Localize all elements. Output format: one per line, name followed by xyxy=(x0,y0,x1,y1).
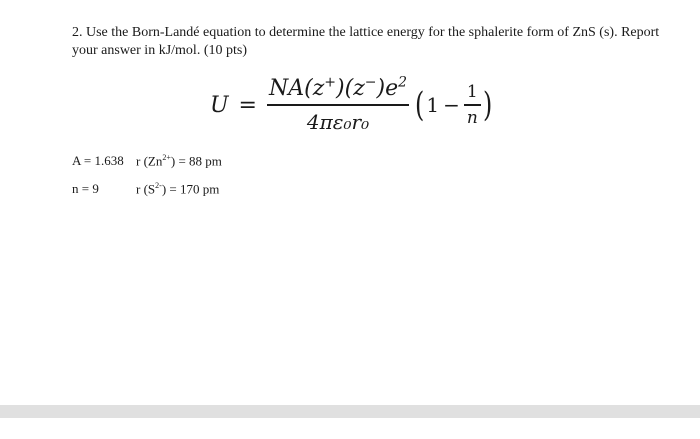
equation-lhs: U xyxy=(210,92,229,118)
zn-radius-value: ) = 88 pm xyxy=(170,153,222,169)
zn-charge: 2+ xyxy=(162,153,171,162)
numerator-prefix: NA(z xyxy=(268,76,325,102)
s-charge: 2- xyxy=(155,181,162,190)
zn-radius-prefix: r (Zn xyxy=(136,153,163,169)
madelung-correction-term xyxy=(413,82,494,128)
fraction-numerator xyxy=(267,76,409,104)
term-one: 1 xyxy=(426,93,440,117)
born-exponent: n = 9 xyxy=(72,181,99,197)
fraction-denominator: 4πε₀r₀ xyxy=(306,109,370,134)
s-radius-value: ) = 170 pm xyxy=(161,181,220,197)
question-text: 2. Use the Born-Landé equation to determine the lattice energy for the sphalerite form of ZnS (s). Report your answer in kJ/mol. (10 pts) xyxy=(72,25,660,58)
numerator-mid: )(z xyxy=(336,76,365,102)
values-row-1 xyxy=(72,153,222,169)
numerator-zminus: − xyxy=(364,74,377,91)
values-row-2 xyxy=(72,181,219,197)
paren-close: ) xyxy=(482,85,493,125)
one-over-n-fraction xyxy=(464,82,481,128)
equation-equals: = xyxy=(238,92,257,118)
bottom-divider-bar xyxy=(0,405,700,418)
s-radius xyxy=(136,181,219,197)
numerator-end: )e xyxy=(376,76,399,102)
zn-radius xyxy=(136,153,222,169)
main-fraction xyxy=(267,76,409,134)
term-minus: − xyxy=(443,93,460,117)
born-lande-equation xyxy=(210,72,494,138)
s-radius-prefix: r (S xyxy=(136,181,156,197)
small-numerator: 1 xyxy=(466,82,478,103)
madelung-constant: A = 1.638 xyxy=(72,153,124,169)
numerator-exponent: 2 xyxy=(398,74,408,91)
small-denominator: n xyxy=(466,107,478,128)
numerator-zplus: + xyxy=(324,74,337,91)
paren-open: ( xyxy=(415,85,425,125)
